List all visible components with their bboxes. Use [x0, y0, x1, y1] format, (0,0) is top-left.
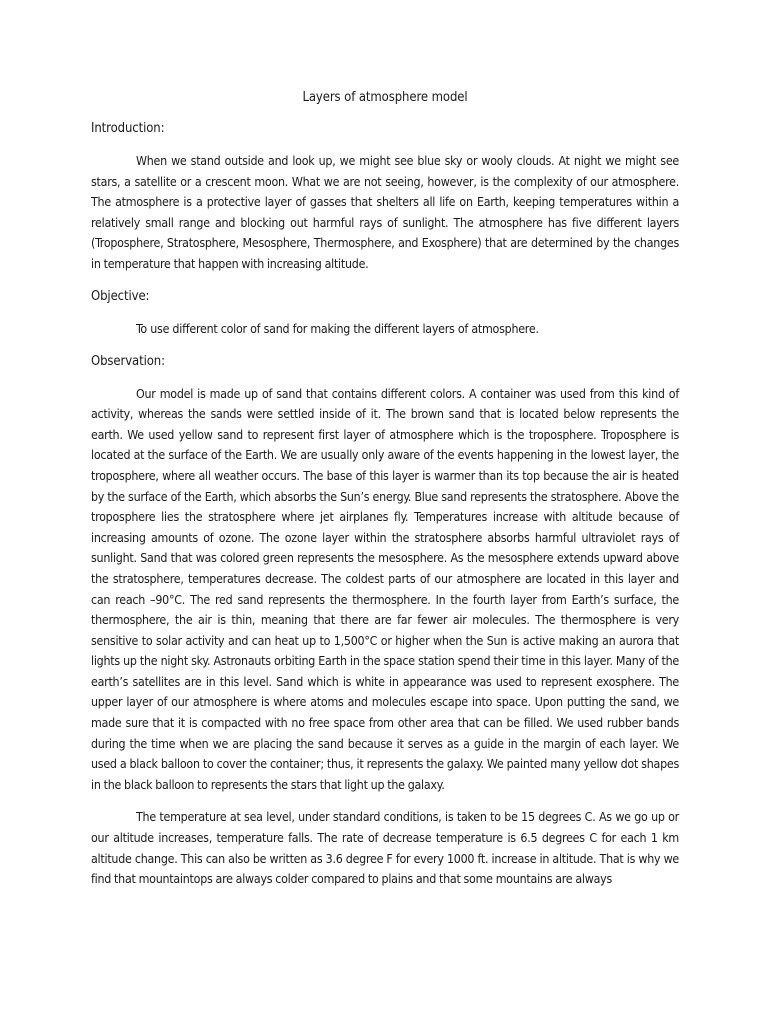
introduction-paragraph: When we stand outside and look up, we might see blue sky or wooly clouds. At night we might see stars, a satellite or a crescent moon. What we are not seeing, however, is the complexity of our atmosphere. The atmosphere is a protective layer of gasses that shelters all life on Earth, keeping temperatures within a relatively small range and blocking out harmful rays of sunlight. The atmosphere has five different layers (Troposphere, Stratosphere, Mesosphere, Thermosphere, and Exosphere) that are determined by the changes in temperature that happen with increasing altitude. — [91, 154, 679, 271]
objective-paragraph: To use different color of sand for making the different layers of atmosphere. — [136, 321, 539, 336]
introduction-heading: Introduction: — [91, 121, 165, 136]
objective-heading: Objective: — [91, 288, 150, 304]
observation-heading: Observation: — [91, 353, 165, 369]
document-title: Layers of atmosphere model — [302, 90, 468, 105]
observation-paragraph: Our model is made up of sand that contains different colors. A container was used from this kind of activity, whereas the sands were settled inside of it. The brown sand that is located below represents the earth. We used yellow sand to represent first layer of atmosphere which is the troposphere. Troposphere is located at the surface of the Earth. We are usually only aware of the events happening in the lowest layer, the troposphere, where all weather occurs. The base of this layer is warmer than its top because the air is heated by the surface of the Earth, which absorbs the Sun’s energy. Blue sand represents the stratosphere. Above the troposphere lies the stratosphere where jet airplanes fly. Temperatures increase with altitude because of increasing amounts of ozone. The ozone layer within the stratosphere absorbs harmful ultraviolet rays of sunlight. Sand that was colored green represents the mesosphere. As the mesosphere extends upward above the stratosphere, temperatures decrease. The coldest parts of our atmosphere are located in this layer and can reach –90°C. The red sand represents the thermosphere. In the fourth layer from Earth’s surface, the thermosphere, the air is thin, meaning that there are far fewer air molecules. The thermosphere is very sensitive to solar activity and can heat up to 1,500°C or higher when the Sun is active making an aurora that lights up the night sky. Astronauts orbiting Earth in the space station spend their time in this layer. Many of the earth’s satellites are in this level. Sand which is white in appearance was used to represent exosphere. The upper layer of our atmosphere is where atoms and molecules escape into space. Upon putting the sand, we made sure that it is compacted with no free space from other area that can be filled. We used rubber bands during the time when we are placing the sand because it serves as a guide in the margin of each layer. We used a black balloon to cover the container; thus, it represents the galaxy. We painted many yellow dot shapes in the black balloon to represents the stars that light up the galaxy. — [91, 386, 679, 792]
temperature-paragraph: The temperature at sea level, under standard conditions, is taken to be 15 degrees C. As we go up or our altitude increases, temperature falls. The rate of decrease temperature is 6.5 degrees C for each 1 km altitude change. This can also be written as 3.6 degree F for every 1000 ft. increase in altitude. That is why we find that mountaintops are always colder compared to plains and that some mountains are always — [91, 810, 679, 887]
document-page — [91, 88, 679, 902]
